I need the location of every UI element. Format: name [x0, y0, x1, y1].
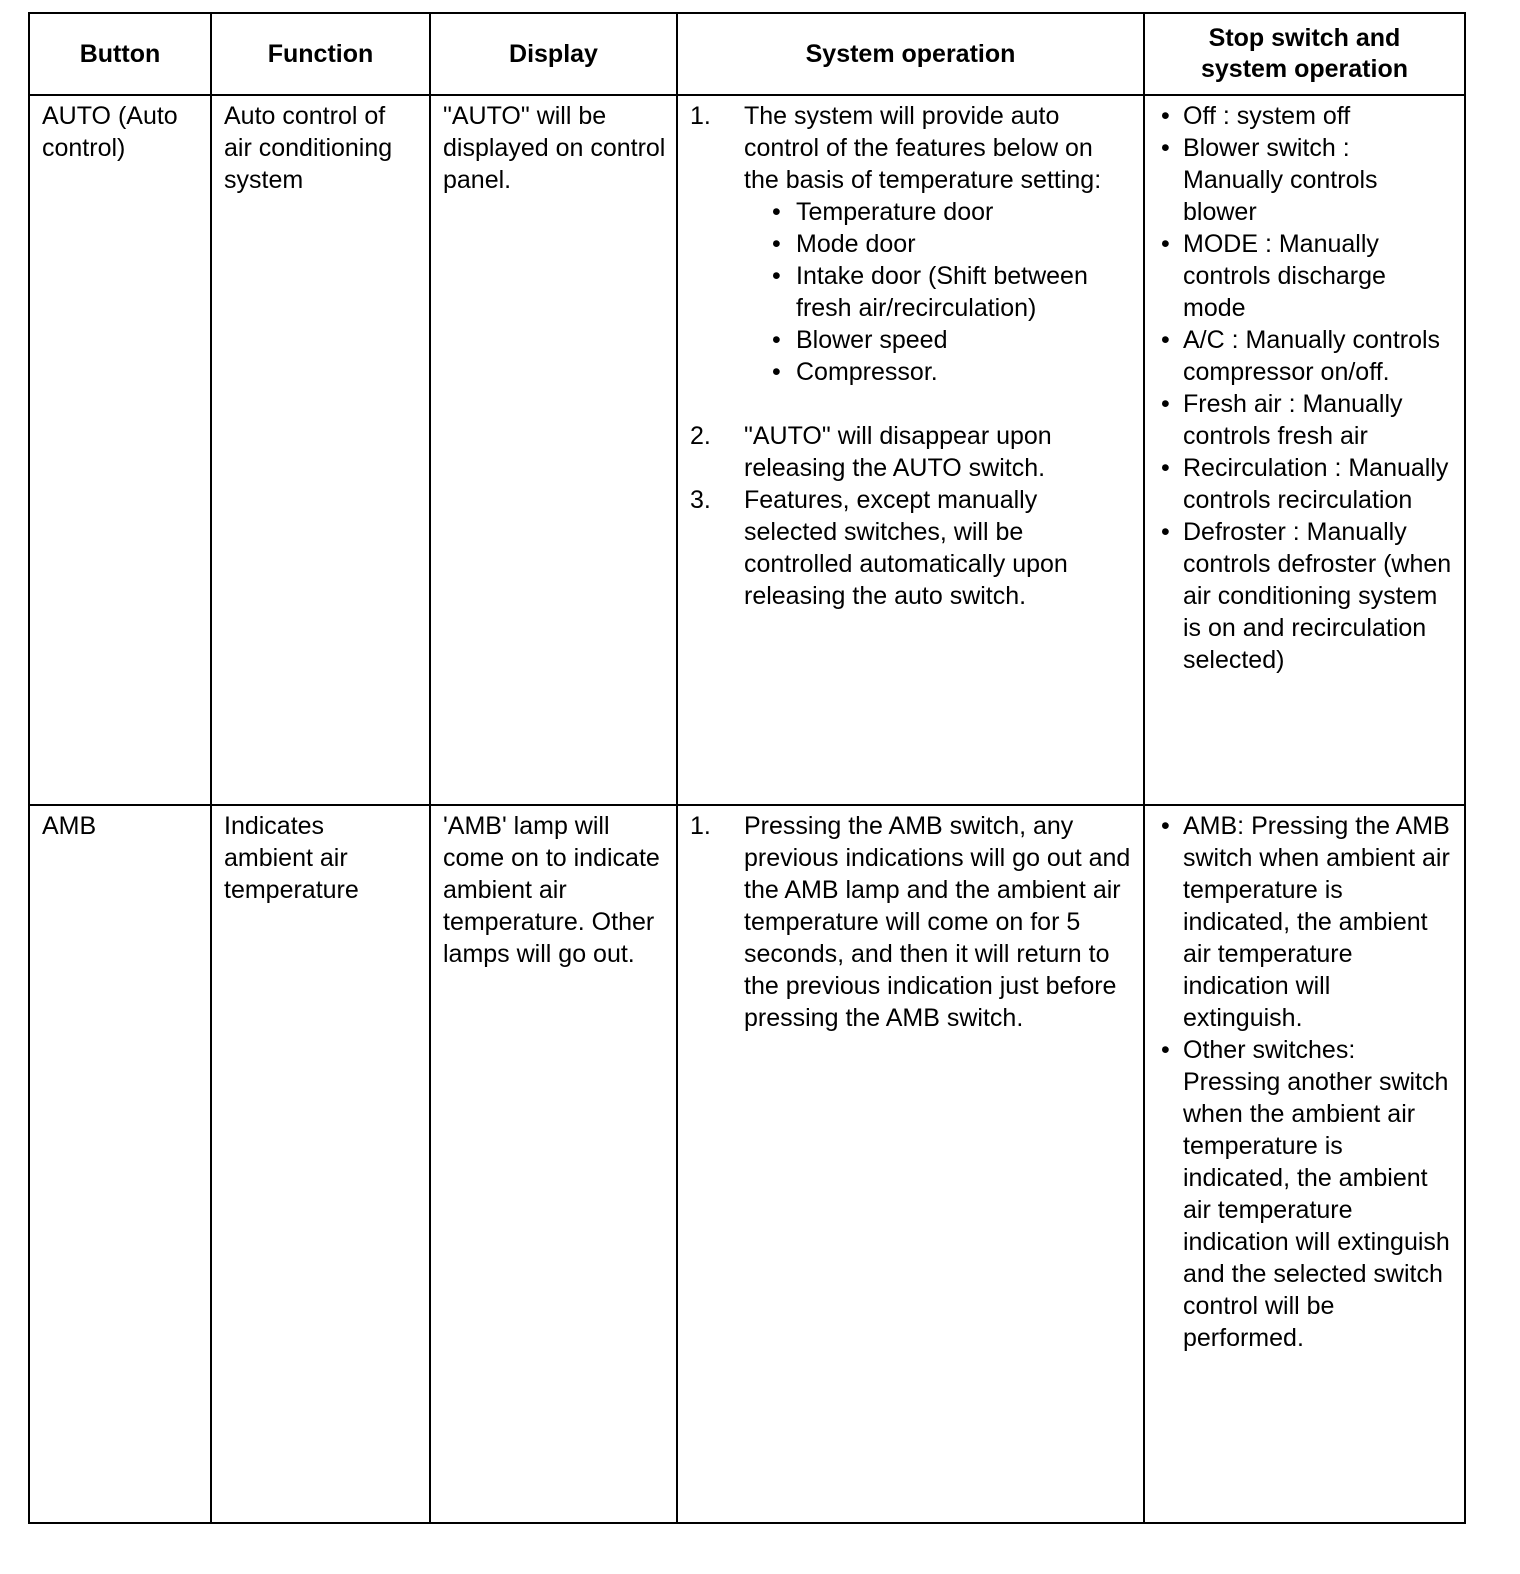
- step-number: 2.: [690, 422, 711, 450]
- cell-function: Auto control of air conditioning system: [211, 95, 430, 805]
- stop-text: A/C : Manually controls compressor on/off.: [1183, 326, 1441, 386]
- bullet-icon: •: [1161, 230, 1170, 258]
- header-button: Button: [29, 13, 211, 95]
- steps-list: [690, 810, 1133, 1034]
- stop-item: [1157, 452, 1454, 516]
- stop-text: Blower switch : Manually controls blower: [1183, 134, 1378, 226]
- bullet-icon: •: [772, 198, 781, 226]
- cell-system-operation: [677, 95, 1144, 805]
- stop-item: [1157, 1034, 1454, 1354]
- stop-text: Fresh air : Manually controls fresh air: [1183, 390, 1403, 450]
- stop-text: Recirculation : Manually controls recirculation: [1183, 454, 1449, 514]
- header-stop-switch: Stop switch and system operation: [1144, 13, 1465, 95]
- feature-item: [744, 324, 1133, 356]
- feature-text: Blower speed: [796, 326, 948, 354]
- bullet-icon: •: [1161, 390, 1170, 418]
- feature-text: Intake door (Shift between fresh air/recirculation): [796, 262, 1088, 322]
- stop-text: MODE : Manually controls discharge mode: [1183, 230, 1386, 322]
- stop-text: Other switches: Pressing another switch when the ambient air temperature is indicated, the ambient air temperature indication will extinguish and the selected switch control will be performed.: [1183, 1036, 1450, 1352]
- steps-list: [690, 100, 1133, 612]
- cell-button: AMB: [29, 805, 211, 1523]
- cell-function: Indicates ambient air temperature: [211, 805, 430, 1523]
- cell-stop-switch: [1144, 95, 1465, 805]
- cell-display: "AUTO" will be displayed on control panel.: [430, 95, 677, 805]
- feature-item: [744, 228, 1133, 260]
- cell-system-operation: [677, 805, 1144, 1523]
- stop-item: [1157, 516, 1454, 676]
- feature-text: Mode door: [796, 230, 916, 258]
- bullet-icon: •: [772, 358, 781, 386]
- cell-display: 'AMB' lamp will come on to indicate ambient air temperature. Other lamps will go out.: [430, 805, 677, 1523]
- cell-stop-switch: [1144, 805, 1465, 1523]
- stop-item: [1157, 100, 1454, 132]
- bullet-icon: •: [1161, 518, 1170, 546]
- stop-text: AMB: Pressing the AMB switch when ambient air temperature is indicated, the ambient air temperature indication will extinguish.: [1183, 812, 1450, 1032]
- stop-item: [1157, 810, 1454, 1034]
- bullet-icon: •: [1161, 326, 1170, 354]
- header-display: Display: [430, 13, 677, 95]
- stop-item: [1157, 324, 1454, 388]
- bullet-icon: •: [1161, 102, 1170, 130]
- step-item: [690, 484, 1133, 612]
- stop-text: Off : system off: [1183, 102, 1351, 130]
- bullet-icon: •: [772, 262, 781, 290]
- feature-text: Compressor.: [796, 358, 938, 386]
- bullet-icon: •: [772, 230, 781, 258]
- table-row-amb: [29, 805, 1465, 1523]
- bullet-icon: •: [1161, 134, 1170, 162]
- feature-text: Temperature door: [796, 198, 994, 226]
- step-item: [690, 100, 1133, 388]
- cell-button: AUTO (Auto control): [29, 95, 211, 805]
- stop-item: [1157, 388, 1454, 452]
- header-system-operation: System operation: [677, 13, 1144, 95]
- stop-item: [1157, 132, 1454, 228]
- feature-list: [744, 196, 1133, 388]
- step-item: [690, 810, 1133, 1034]
- bullet-icon: •: [772, 326, 781, 354]
- stop-text: Defroster : Manually controls defroster (when air conditioning system is on and recirculation selected): [1183, 518, 1452, 674]
- step-text: Features, except manually selected switches, will be controlled automatically upon releasing the auto switch.: [744, 486, 1068, 610]
- feature-item: [744, 356, 1133, 388]
- step-item: [690, 420, 1133, 484]
- step-number: 3.: [690, 486, 711, 514]
- step-text: "AUTO" will disappear upon releasing the AUTO switch.: [744, 422, 1052, 482]
- stop-switch-list: [1157, 810, 1454, 1354]
- header-row: [29, 13, 1465, 95]
- bullet-icon: •: [1161, 1036, 1170, 1064]
- step-text: Pressing the AMB switch, any previous indications will go out and the AMB lamp and the ambient air temperature will come on for 5 seconds, and then it will return to the previous indication just before pressing the AMB switch.: [744, 812, 1131, 1032]
- bullet-icon: •: [1161, 454, 1170, 482]
- switch-function-table: [28, 12, 1466, 1524]
- bullet-icon: •: [1161, 812, 1170, 840]
- feature-item: [744, 196, 1133, 228]
- feature-item: [744, 260, 1133, 324]
- table-row-auto: [29, 95, 1465, 805]
- step-number: 1.: [690, 812, 711, 840]
- stop-switch-list: [1157, 100, 1454, 676]
- stop-item: [1157, 228, 1454, 324]
- step-text: The system will provide auto control of the features below on the basis of temperature setting:: [744, 102, 1102, 194]
- header-function: Function: [211, 13, 430, 95]
- step-number: 1.: [690, 102, 711, 130]
